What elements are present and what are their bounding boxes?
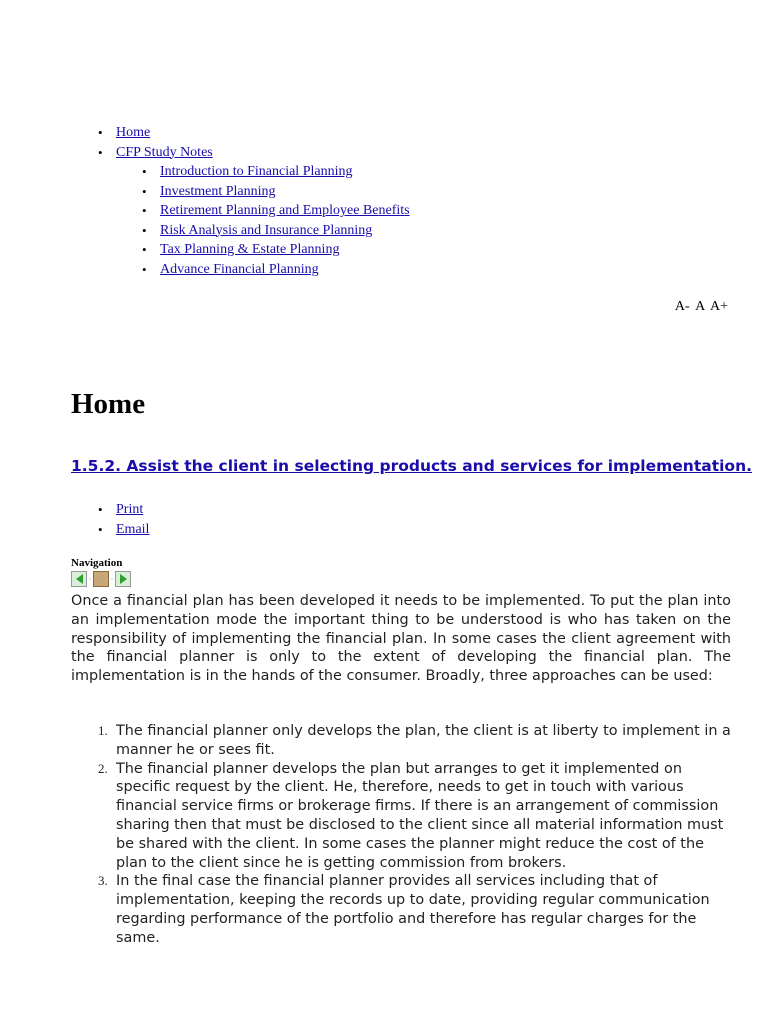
home-book-icon[interactable]	[93, 571, 109, 587]
article-tools	[0, 500, 149, 540]
tool-item-email	[0, 520, 149, 540]
list-number: 2.	[98, 760, 108, 776]
list-item-text: In the final case the financial planner provides all services including that of implementation, keeping the records up to date, providing regular communication regarding performance of the portfolio and therefore has regular charges for the same.	[116, 873, 710, 946]
cfp-study-notes-link[interactable]: CFP Study Notes	[116, 144, 213, 160]
tool-item-print	[0, 500, 149, 520]
list-item	[71, 722, 731, 760]
list-item-text: The financial planner develops the plan but arranges to get it implemented on specific request by the client. He, therefore, needs to get in touch with various financial service firms or brokerage firms. If there is an arrangement of commission sharing then that must be disclosed to the client since all material information must be shared with the client. In some cases the planner might reduce the cost of the plan to the client since he is getting commission from brokers.	[116, 760, 724, 871]
menu-item-cfp	[0, 143, 410, 280]
font-increase-button[interactable]: A+	[709, 299, 728, 314]
advance-financial-planning-link[interactable]: Advance Financial Planning	[160, 261, 319, 277]
investment-planning-link[interactable]: Investment Planning	[160, 183, 276, 199]
submenu-item	[116, 240, 410, 260]
font-decrease-button[interactable]: A-	[674, 299, 690, 314]
intro-financial-planning-link[interactable]: Introduction to Financial Planning	[160, 164, 353, 179]
next-arrow-icon[interactable]	[115, 571, 131, 587]
submenu-item	[116, 162, 410, 182]
submenu-item	[116, 201, 410, 221]
prev-arrow-icon[interactable]	[71, 571, 87, 587]
main-menu	[0, 123, 410, 279]
font-size-controls	[673, 299, 728, 315]
list-item	[71, 760, 731, 873]
risk-analysis-link[interactable]: Risk Analysis and Insurance Planning	[160, 222, 373, 238]
page-title: Home	[71, 388, 146, 420]
list-number: 1.	[98, 723, 108, 738]
menu-item-home	[0, 123, 410, 143]
list-number: 3.	[98, 873, 108, 889]
tax-planning-link[interactable]: Tax Planning & Estate Planning	[160, 242, 340, 257]
submenu-item	[116, 260, 410, 280]
submenu-item	[116, 182, 410, 202]
retirement-planning-link[interactable]: Retirement Planning and Employee Benefits	[160, 203, 410, 218]
navigation-icons	[71, 571, 131, 587]
article-title-link[interactable]: 1.5.2. Assist the client in selecting products and services for implementation.	[71, 457, 752, 475]
separator-dot: ·	[110, 574, 114, 584]
list-item	[71, 872, 731, 947]
intro-paragraph: Once a financial plan has been developed it needs to be implemented. To put the plan into an implementation mode the important thing to be understood is who has taken on the responsibility of implementing the financial plan. In some cases the client agreement with the financial planner is only to the extent of developing the financial plan. The implementation is in the hands of the consumer. Broadly, three approaches can be used:	[71, 593, 731, 685]
navigation-label: Navigation	[71, 557, 123, 569]
cfp-submenu	[116, 162, 410, 279]
font-reset-button[interactable]: A	[695, 299, 705, 314]
home-link[interactable]: Home	[116, 125, 151, 140]
print-link[interactable]: Print	[116, 502, 144, 517]
email-link[interactable]: Email	[116, 522, 150, 537]
approaches-list	[71, 722, 731, 948]
list-item-text: The financial planner only develops the plan, the client is at liberty to implement in a manner he or sees fit.	[116, 723, 731, 758]
article-title	[71, 457, 752, 475]
submenu-item	[116, 221, 410, 241]
separator-dot: ·	[88, 574, 92, 584]
